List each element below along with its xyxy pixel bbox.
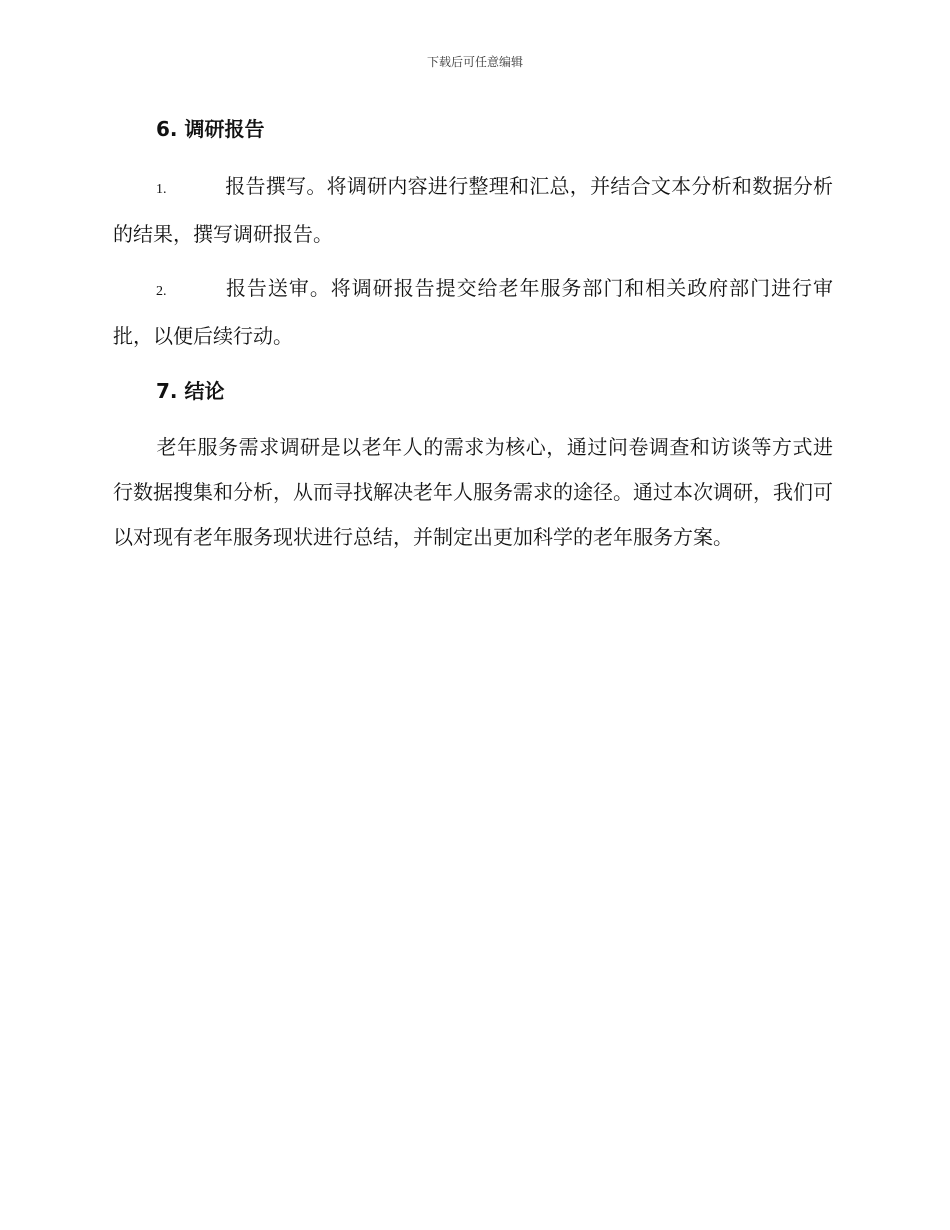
list-item-text: 报告送审。将调研报告提交给老年服务部门和相关政府部门进行审批，以便后续行动。 — [113, 276, 833, 348]
paragraph-text: 老年服务需求调研是以老年人的需求为核心，通过问卷调查和访谈等方式进行数据搜集和分析，从而寻找解决老年人服务需求的途径。通过本次调研，我们可以对现有老年服务现状进行总结，并制定出更加科学的老年服务方案。 — [113, 435, 833, 549]
list-item-text: 报告撰写。将调研内容进行整理和汇总，并结合文本分析和数据分析的结果，撰写调研报告。 — [113, 174, 833, 246]
section-6-item-1 — [113, 164, 833, 257]
section-6-heading: 6. 调研报告 — [156, 117, 265, 141]
section-7-paragraph — [113, 425, 833, 560]
list-number: 1. — [156, 182, 167, 197]
list-number: 2. — [156, 284, 167, 299]
section-7-heading: 7. 结论 — [156, 379, 225, 403]
header-note: 下载后可任意编辑 — [426, 55, 523, 69]
section-6-item-2 — [113, 266, 833, 359]
